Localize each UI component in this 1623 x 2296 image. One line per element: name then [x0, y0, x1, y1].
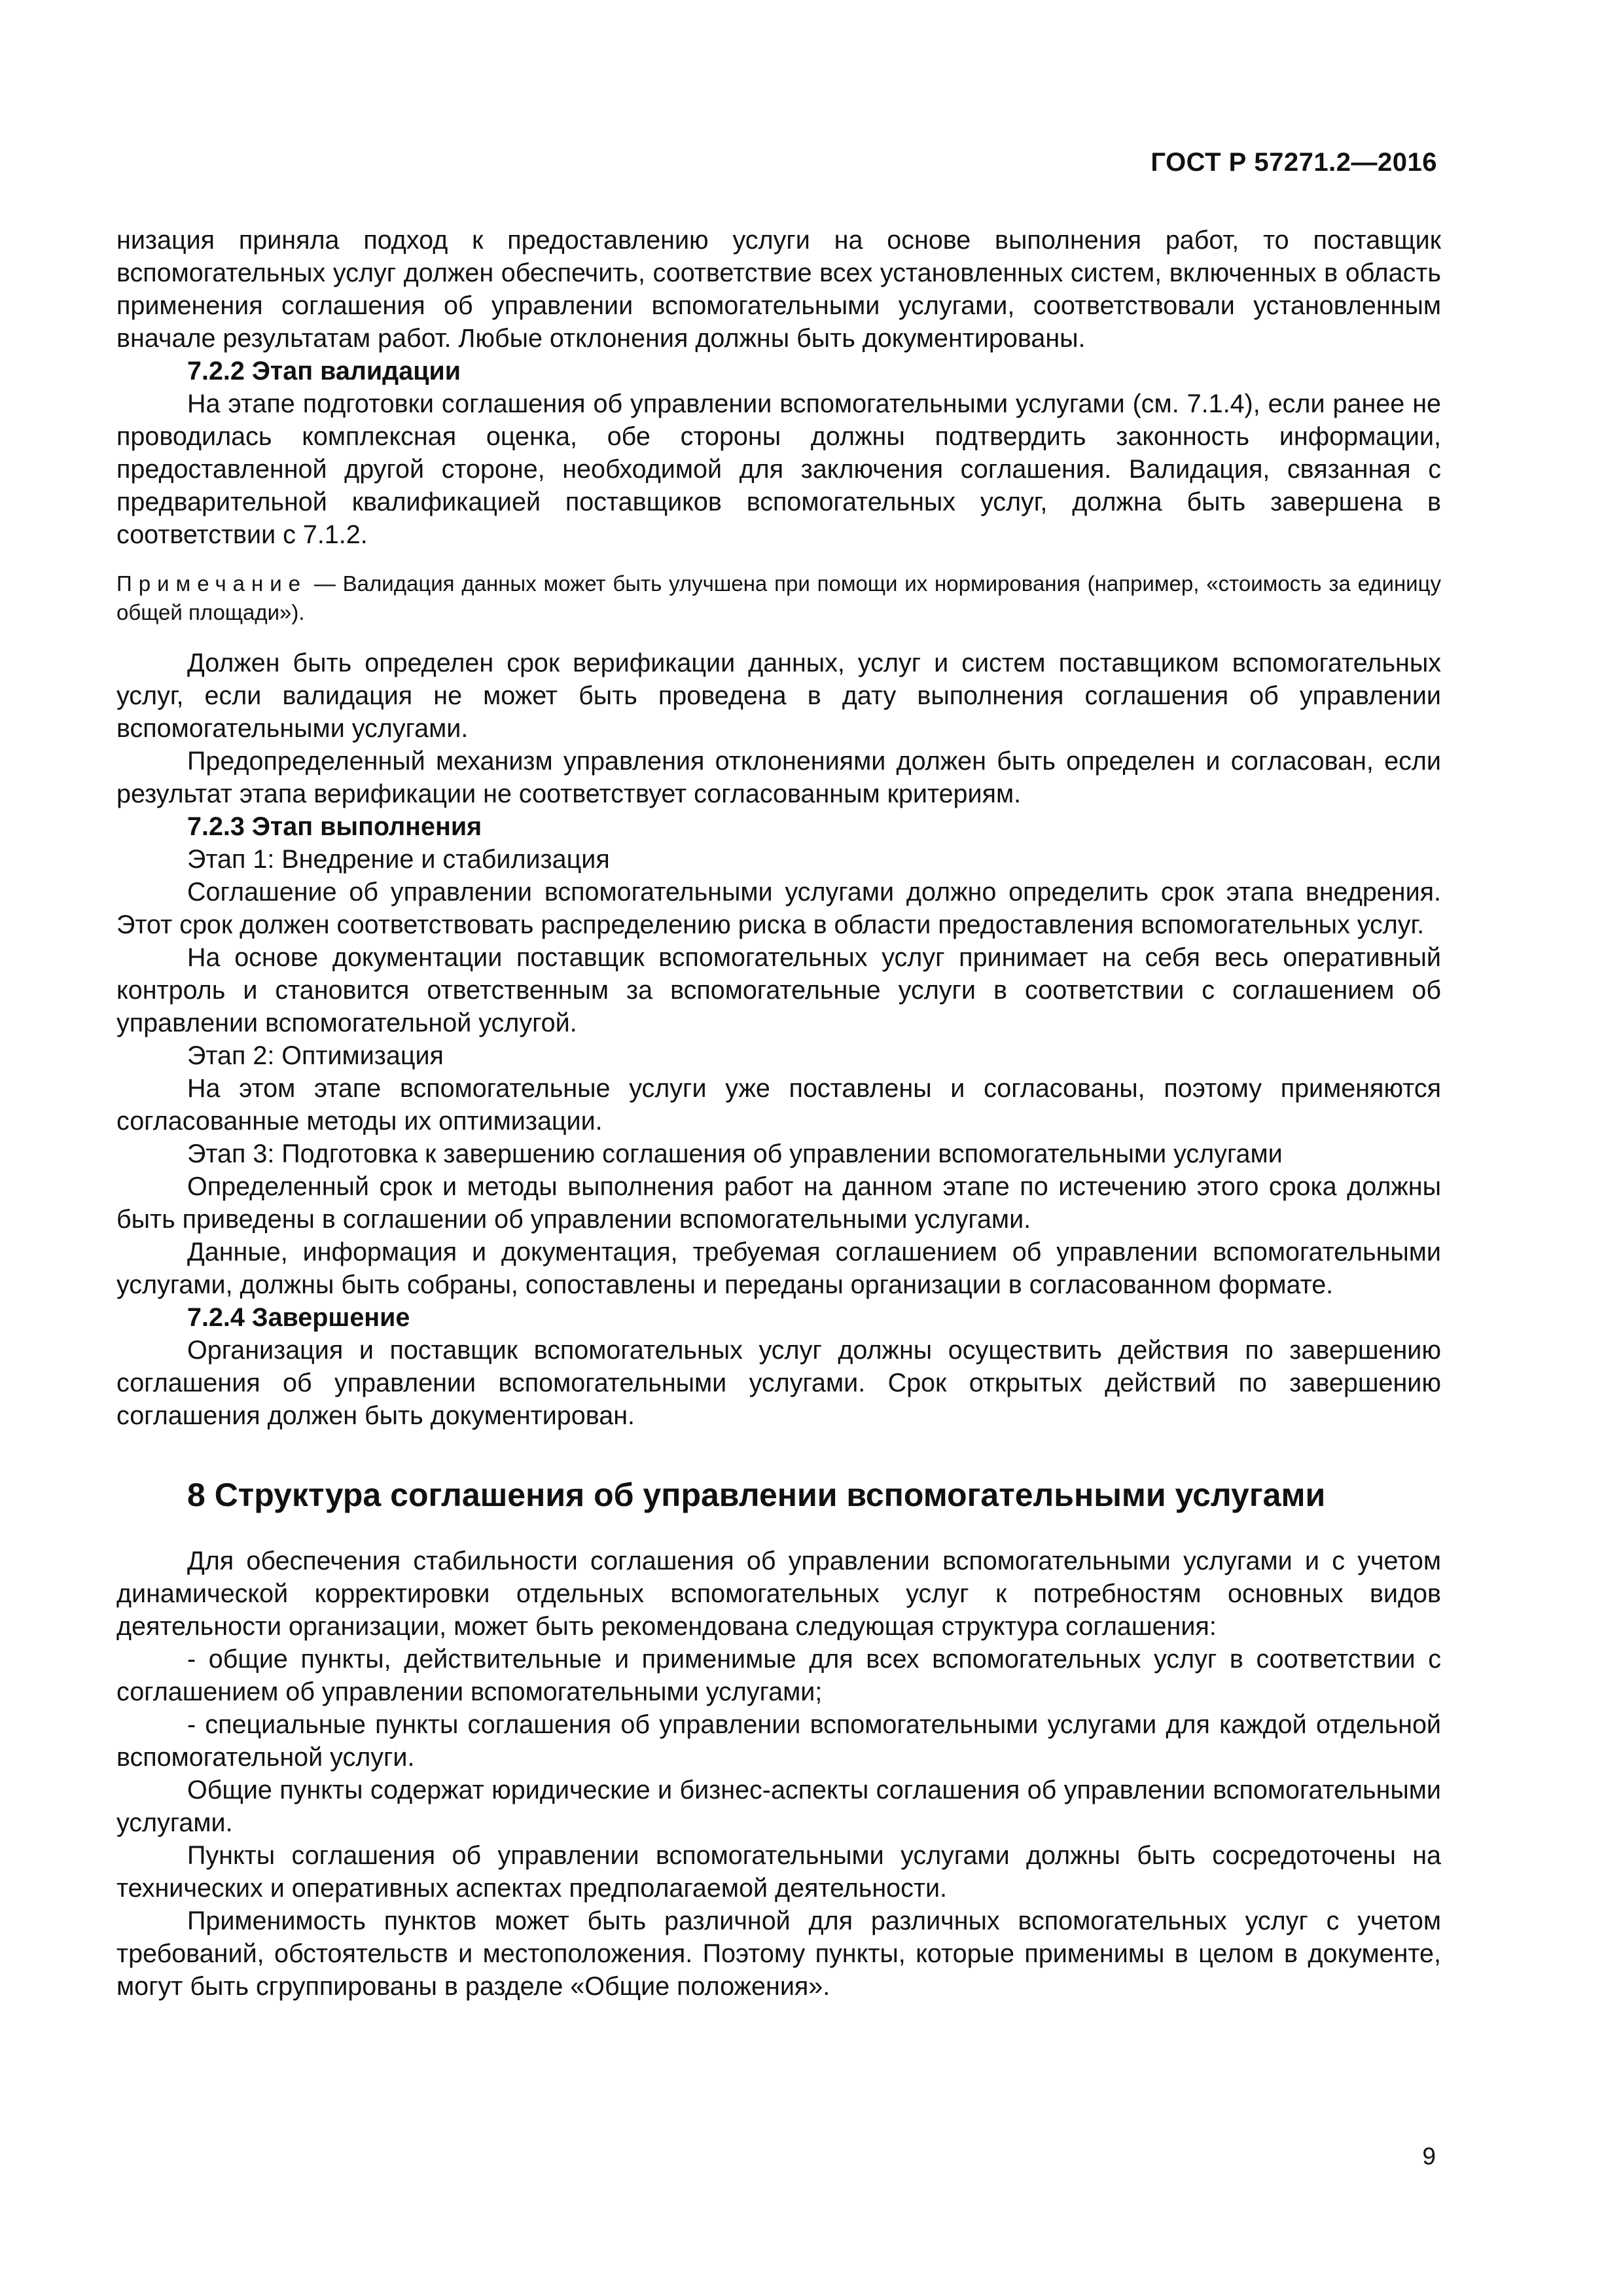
note-text: — Валидация данных может быть улучшена при помощи их нормирования (например, «стоимость за единицу общей площади»). [116, 571, 1441, 624]
page-content [116, 224, 1441, 2003]
list-item-general-clauses: - общие пункты, действительные и применимые для всех вспомогательных услуг в соответствии с соглашением об управлении вспомогательными услугами; [116, 1645, 1441, 1706]
heading-7-2-4: 7.2.4 Завершение [187, 1303, 410, 1332]
heading-7-2-2: 7.2.2 Этап валидации [187, 357, 461, 386]
stage-1-label: Этап 1: Внедрение и стабилизация [187, 845, 610, 874]
page-number: 9 [1422, 2143, 1436, 2170]
paragraph-7-2-3-1: Соглашение об управлении вспомогательными услугами должно определить срок этапа внедрения. Этот срок должен соответствовать распределению риска в области предоставления вспомогательных услуг. [116, 878, 1441, 939]
paragraph-7-2-3-2: На основе документации поставщик вспомогательных услуг принимает на себя весь оперативный контроль и становится ответственным за вспомогательные услуги в соответствии с соглашением об управлении вспомогательной услугой. [116, 943, 1441, 1037]
paragraph-8-3: Пункты соглашения об управлении вспомогательными услугами должны быть сосредоточены на технических и оперативных аспектах предполагаемой деятельности. [116, 1841, 1441, 1903]
paragraph-7-2-3-3: На этом этапе вспомогательные услуги уже поставлены и согласованы, поэтому применяются согласованные методы их оптимизации. [116, 1074, 1441, 1136]
section-8-title: 8 Структура соглашения об управлении вспомогательными услугами [187, 1477, 1326, 1513]
list-item-special-clauses: - специальные пункты соглашения об управлении вспомогательными услугами для каждой отдельной вспомогательной услуги. [116, 1710, 1441, 1772]
paragraph-8-4: Применимость пунктов может быть различной для различных вспомогательных услуг с учетом требований, обстоятельств и местоположения. Поэтому пункты, которые применимы в целом в документе, могут быть сгруппированы в разделе «Общие положения». [116, 1907, 1441, 2001]
note-7-2-2 [116, 569, 1441, 627]
paragraph-7-2-4-1: Организация и поставщик вспомогательных услуг должны осуществить действия по завершению соглашения об управлении вспомогательными услугами. Срок открытых действий по завершению соглашения должен быть документирован. [116, 1336, 1441, 1430]
paragraph-7-2-2-2: Должен быть определен срок верификации данных, услуг и систем поставщиком вспомогательных услуг, если валидация не может быть проведена в дату выполнения соглашения об управлении вспомогательными услугами. [116, 649, 1441, 743]
paragraph-7-2-2-3: Предопределенный механизм управления отклонениями должен быть определен и согласован, если результат этапа верификации не соответствует согласованным критериям. [116, 747, 1441, 808]
paragraph-8-2: Общие пункты содержат юридические и бизнес-аспекты соглашения об управлении вспомогательными услугами. [116, 1776, 1441, 1837]
document-number-header: ГОСТ Р 57271.2—2016 [1150, 148, 1437, 177]
note-label: Примечание [116, 571, 308, 596]
paragraph-7-2-3-4: Определенный срок и методы выполнения работ на данном этапе по истечению этого срока должны быть приведены в соглашении об управлении вспомогательными услугами. [116, 1172, 1441, 1234]
heading-7-2-3: 7.2.3 Этап выполнения [187, 812, 482, 841]
paragraph-7-2-2-1: На этапе подготовки соглашения об управлении вспомогательными услугами (см. 7.1.4), если ранее не проводилась комплексная оценка, обе стороны должны подтвердить законность информации, предоставленной другой стороне, необходимой для заключения соглашения. Валидация, связанная с предварительной квалификацией поставщиков вспомогательных услуг, должна быть завершена в соответствии с 7.1.2. [116, 389, 1441, 549]
intro-paragraph: низация приняла подход к предоставлению услуги на основе выполнения работ, то поставщик вспомогательных услуг должен обеспечить, соответствие всех установленных систем, включенных в область применения соглашения об управлении вспомогательными услугами, соответствовали установленным вначале результатам работ. Любые отклонения должны быть документированы. [116, 226, 1441, 353]
stage-3-label: Этап 3: Подготовка к завершению соглашения об управлении вспомогательными услугами [187, 1139, 1283, 1168]
paragraph-8-1: Для обеспечения стабильности соглашения об управлении вспомогательными услугами и с учетом динамической корректировки отдельных вспомогательных услуг к потребностям основных видов деятельности организации, может быть рекомендована следующая структура соглашения: [116, 1547, 1441, 1641]
paragraph-7-2-3-5: Данные, информация и документация, требуемая соглашением об управлении вспомогательными услугами, должны быть собраны, сопоставлены и переданы организации в согласованном формате. [116, 1238, 1441, 1299]
stage-2-label: Этап 2: Оптимизация [187, 1041, 444, 1070]
